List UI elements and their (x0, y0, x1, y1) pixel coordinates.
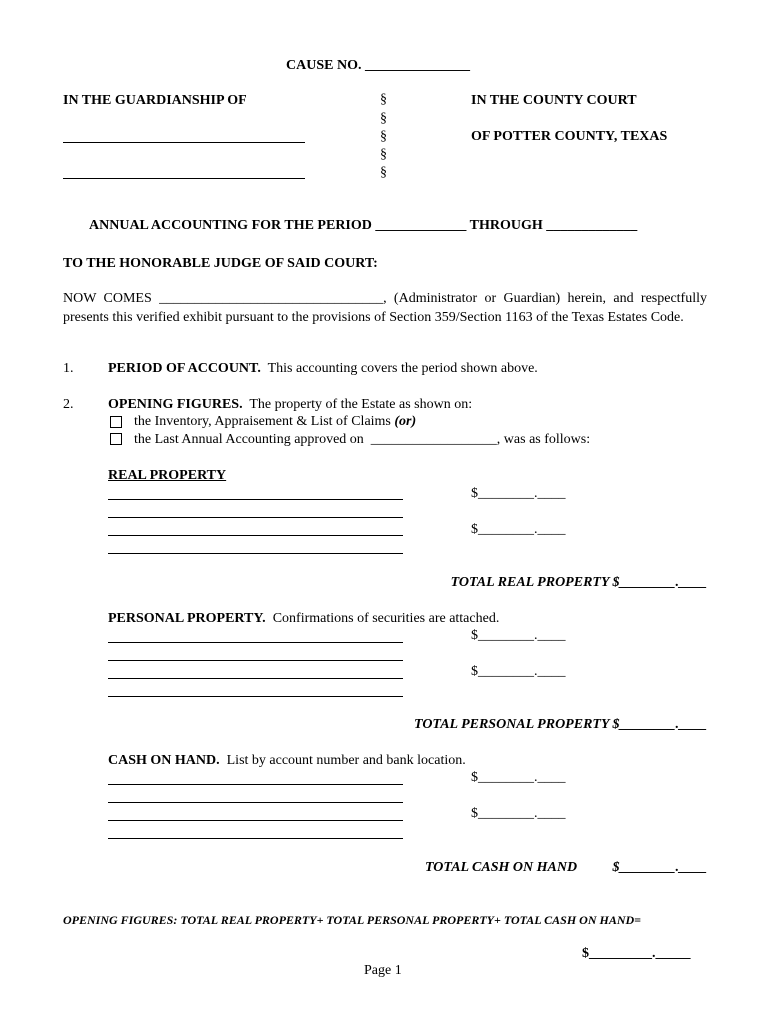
section-mark: § (380, 129, 387, 144)
personal-property-line[interactable] (108, 642, 403, 643)
real-property-heading: REAL PROPERTY (108, 468, 227, 483)
document-title: ANNUAL ACCOUNTING FOR THE PERIOD _____________ THROUGH _____________ (89, 218, 638, 233)
personal-property-amount[interactable]: $________.____ (471, 664, 566, 679)
cash-on-hand-heading: CASH ON HAND. (108, 753, 220, 768)
real-property-amount[interactable]: $________.____ (471, 522, 566, 537)
item-2-text: The property of the Estate as shown on: (249, 397, 473, 412)
personal-property-amount[interactable]: $________.____ (471, 628, 566, 643)
inventory-checkbox[interactable] (110, 416, 122, 428)
cash-on-hand-line[interactable] (108, 784, 403, 785)
county-heading: OF POTTER COUNTY, TEXAS (471, 129, 668, 144)
real-property-line[interactable] (108, 499, 403, 500)
total-real-property[interactable]: TOTAL REAL PROPERTY $________.____ (450, 575, 707, 590)
item-1-number: 1. (63, 361, 74, 376)
guardianship-heading: IN THE GUARDIANSHIP OF (63, 93, 247, 108)
total-personal-property[interactable]: TOTAL PERSONAL PROPERTY $________.____ (414, 717, 707, 732)
option-tail: , was as follows: (496, 432, 591, 447)
now-comes: NOW COMES (63, 291, 152, 306)
option-last-accounting (134, 432, 590, 448)
option-or: (or) (394, 414, 417, 429)
section-mark: § (380, 111, 387, 126)
cause-number: CAUSE NO. _______________ (286, 58, 470, 73)
item-1-heading: PERIOD OF ACCOUNT. (108, 361, 261, 376)
intro-text: , (Administrator or Guardian) herein, and respectfully presents this verified exhibit pursuant to the provisions of Section 359/Section 1163 of the Texas Estates Code. (63, 291, 707, 325)
item-2 (108, 397, 472, 413)
applicant-name-field[interactable]: ________________________________ (159, 291, 384, 306)
personal-property (108, 611, 499, 627)
personal-property-heading: PERSONAL PROPERTY. (108, 611, 266, 626)
intro-paragraph (63, 290, 707, 327)
total-cash-on-hand-label: TOTAL CASH ON HAND (425, 860, 578, 875)
item-2-heading: OPENING FIGURES. (108, 397, 243, 412)
option-inventory (134, 414, 416, 430)
cash-on-hand-line[interactable] (108, 820, 403, 821)
real-property-line[interactable] (108, 517, 403, 518)
personal-property-line[interactable] (108, 696, 403, 697)
section-mark: § (380, 92, 387, 107)
section-mark: § (380, 165, 387, 180)
option-last-accounting-label: the Last Annual Accounting approved on (134, 432, 364, 447)
salutation: TO THE HONORABLE JUDGE OF SAID COURT: (63, 256, 378, 271)
real-property-line[interactable] (108, 553, 403, 554)
last-accounting-checkbox[interactable] (110, 433, 122, 445)
personal-property-line[interactable] (108, 660, 403, 661)
real-property-amount[interactable]: $________.____ (471, 486, 566, 501)
cash-on-hand-line[interactable] (108, 838, 403, 839)
option-inventory-label: the Inventory, Appraisement & List of Claims (134, 414, 391, 429)
item-1-text: This accounting covers the period shown above. (267, 361, 538, 376)
ward-name-line-2[interactable] (63, 178, 305, 179)
item-1 (108, 361, 538, 377)
approval-date-field[interactable]: __________________ (370, 432, 497, 447)
ward-name-line-1[interactable] (63, 142, 305, 143)
section-mark: § (380, 147, 387, 162)
cash-on-hand-line[interactable] (108, 802, 403, 803)
county-court-heading: IN THE COUNTY COURT (471, 93, 637, 108)
total-cash-on-hand-amount[interactable]: $________.____ (612, 860, 707, 875)
opening-figures-total-amount[interactable]: $_________._____ (582, 946, 691, 961)
page-number: Page 1 (364, 963, 402, 978)
cash-on-hand (108, 753, 466, 769)
personal-property-text: Confirmations of securities are attached. (272, 611, 500, 626)
opening-figures-total-label: OPENING FIGURES: TOTAL REAL PROPERTY+ TOTAL PERSONAL PROPERTY+ TOTAL CASH ON HAND= (63, 913, 642, 927)
cash-on-hand-text: List by account number and bank location. (226, 753, 466, 768)
personal-property-line[interactable] (108, 678, 403, 679)
item-2-number: 2. (63, 397, 74, 412)
cash-on-hand-amount[interactable]: $________.____ (471, 806, 566, 821)
real-property-line[interactable] (108, 535, 403, 536)
cash-on-hand-amount[interactable]: $________.____ (471, 770, 566, 785)
